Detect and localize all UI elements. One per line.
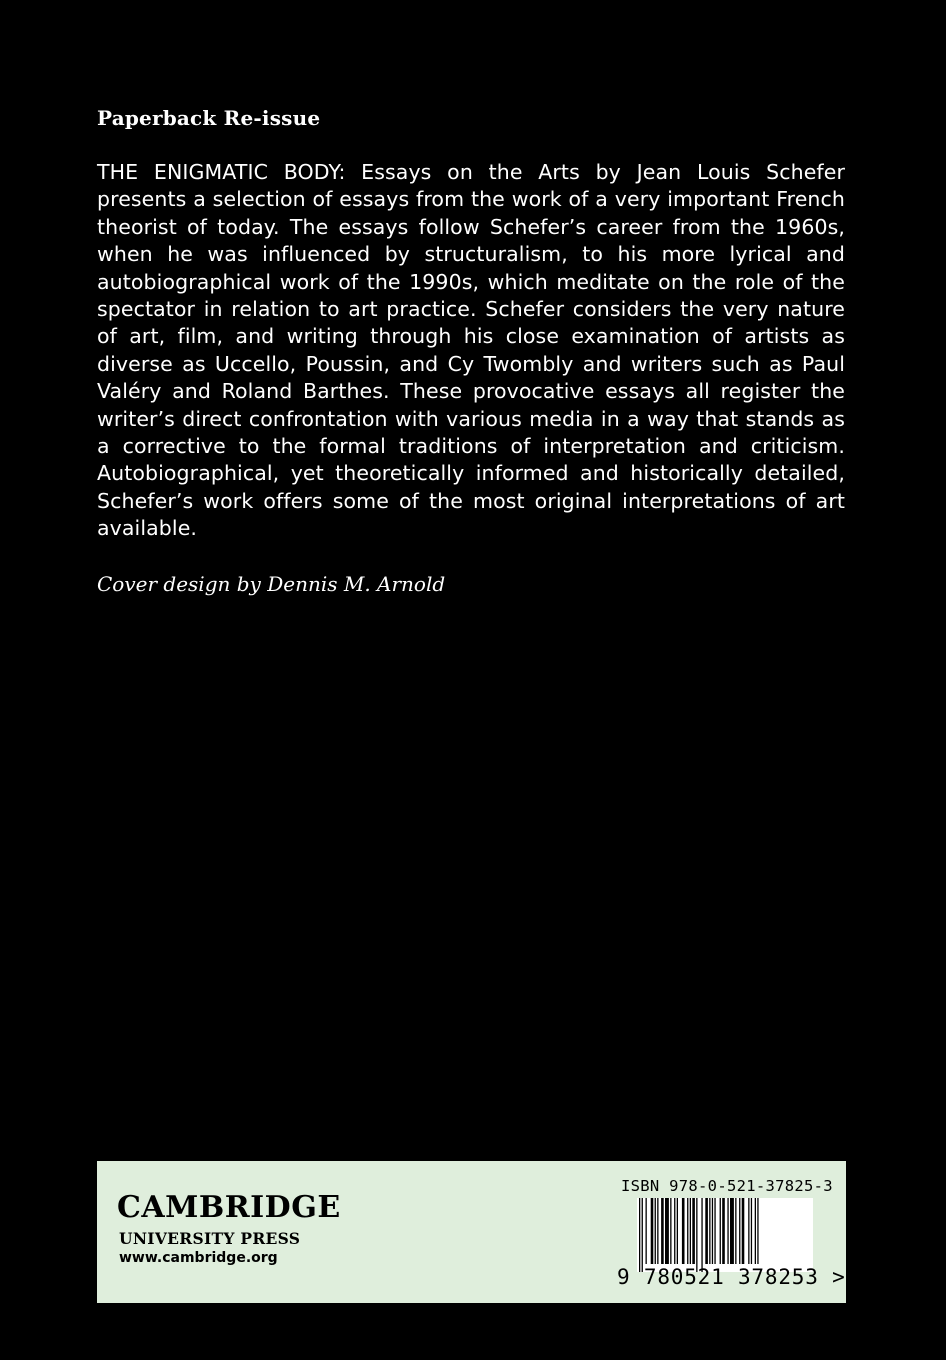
barcode-bar xyxy=(655,1198,656,1264)
barcode-bar xyxy=(727,1198,728,1264)
barcode-bar xyxy=(730,1198,734,1264)
barcode-bar xyxy=(751,1198,752,1264)
barcode-bar xyxy=(687,1198,688,1264)
barcode-bar xyxy=(757,1198,758,1264)
barcode-bar xyxy=(735,1198,736,1264)
barcode-icon xyxy=(637,1198,813,1272)
isbn-label: ISBN 978-0-521-37825-3 xyxy=(621,1177,833,1195)
cover-design-credit: Cover design by Dennis M. Arnold xyxy=(97,572,446,596)
barcode-bar xyxy=(742,1198,745,1264)
barcode-bar xyxy=(739,1198,740,1264)
barcode-bar xyxy=(665,1198,669,1264)
barcode-bar xyxy=(714,1198,715,1264)
barcode-bar xyxy=(677,1198,678,1264)
barcode-bar xyxy=(682,1198,685,1264)
barcode-bar xyxy=(705,1198,708,1264)
barcode-bar xyxy=(701,1198,702,1272)
barcode-bar xyxy=(661,1198,664,1264)
barcode-bar xyxy=(674,1198,675,1264)
barcode-bar xyxy=(657,1198,658,1264)
publisher-url: www.cambridge.org xyxy=(119,1250,278,1266)
barcode-bar xyxy=(642,1198,643,1272)
barcode-bar xyxy=(748,1198,749,1264)
publisher-name: CAMBRIDGE xyxy=(117,1190,341,1225)
publisher-box xyxy=(97,1161,846,1303)
barcode-bar xyxy=(639,1198,640,1272)
barcode-bar xyxy=(720,1198,721,1264)
barcode-bar xyxy=(651,1198,654,1264)
barcode-bar xyxy=(696,1198,697,1272)
barcode-bar xyxy=(755,1198,756,1264)
book-description: THE ENIGMATIC BODY: Essays on the Arts by Jean Louis Schefer presents a selection of essays from the work of a very important French theorist of today. The essays follow Schefer’s career from the 1960s, when he was influenced by structuralism, to his more lyrical and autobiographical work of the 1990s, which meditate on the role of the spectator in relation to art practice. Schefer considers the very nature of art, film, and writing through his close examination of artists as diverse as Uccello, Poussin, and Cy Twombly and writers such as Paul Valéry and Roland Barthes. These provocative essays all register the writer’s direct confrontation with various media in a way that stands as a corrective to the formal traditions of interpretation and criticism. Autobiographical, yet theoretically informed and historically detailed, Schefer’s work offers some of the most original interpretations of art available. xyxy=(97,160,845,541)
barcode-bar xyxy=(722,1198,725,1264)
barcode-bar xyxy=(646,1198,647,1264)
barcode-bar xyxy=(712,1198,713,1264)
barcode-bar xyxy=(692,1198,695,1264)
barcode-bar xyxy=(709,1198,710,1264)
barcode-bar xyxy=(690,1198,691,1264)
barcode-digits: 9 780521 378253 > xyxy=(617,1265,846,1289)
reissue-heading: Paperback Re-issue xyxy=(97,106,321,130)
publisher-subtitle: UNIVERSITY PRESS xyxy=(119,1229,301,1248)
barcode-bar xyxy=(670,1198,671,1264)
